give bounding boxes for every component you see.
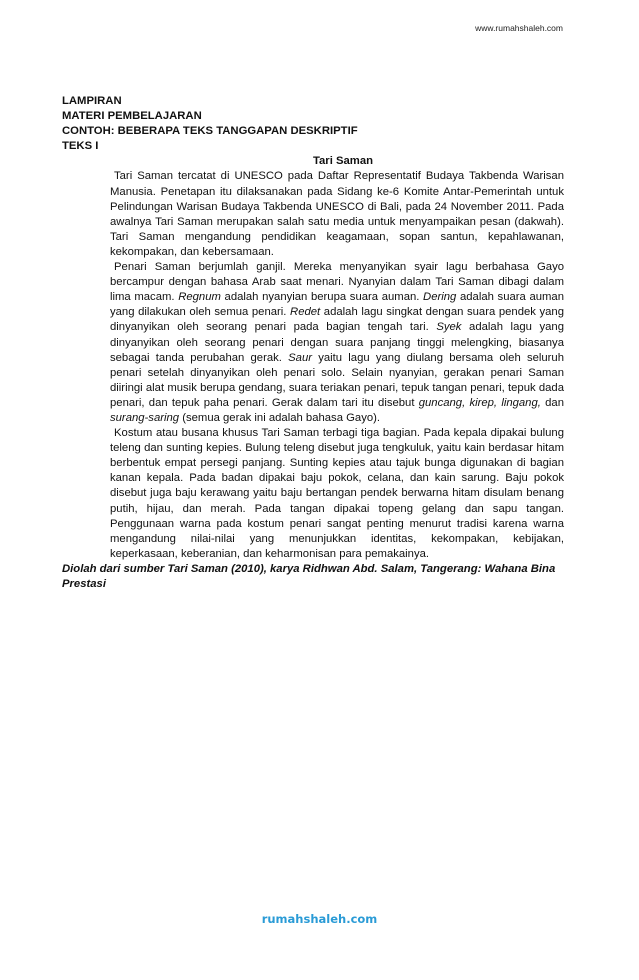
p2-text-2: adalah nyanyian berupa suara auman. (220, 291, 424, 304)
document-title: Tari Saman (312, 155, 374, 168)
paragraph-1: Tari Saman tercatat di UNESCO pada Daftar Representatif Budaya Takbenda Warisan Manusia. Penetapan itu dilaksanakan pada Sidang ke-6 Komite Antar-Pemerintah untuk Pelindungan Warisan Budaya Takbenda UNESCO di Bali, pada 24 November 2011. Pada awalnya Tari Saman merupakan salah satu media untuk menyampaikan pesan (dakwah). Tari Saman mengandung pendidikan keagamaan, sopan santun, kepahlawanan, kekompakan, dan kebersamaan. (110, 170, 564, 258)
heading-contoh: CONTOH: BEBERAPA TEKS TANGGAPAN DESKRIPTIF (62, 125, 358, 138)
p2-text-3: adalah suara auman yang dilakukan oleh semua penari. (110, 291, 564, 319)
heading-materi: MATERI PEMBELAJARAN (62, 110, 202, 123)
paragraph-2 (110, 260, 564, 426)
p2-text-1: Penari Saman berjumlah ganjil. Mereka menyanyikan syair lagu berbahasa Gayo bercampur dengan bahasa Arab saat menari. Nyanyian dalam Tari Saman dibagi dalam lima macam. (110, 261, 564, 304)
p2-term-surang-saring: surang-saring (110, 411, 180, 424)
heading-lampiran: LAMPIRAN (62, 95, 122, 107)
heading-teks: TEKS I (62, 140, 99, 153)
p2-term-gerak: guncang, kirep, lingang, (418, 396, 541, 409)
p2-text-4: adalah lagu singkat dengan suara pendek yang dinyanyikan oleh seorang penari pada bagian tengah tari. (110, 306, 564, 334)
p2-text-7: dan (540, 396, 564, 409)
header-url: www.rumahshaleh.com (475, 23, 563, 33)
p2-term-syek: Syek (436, 321, 462, 334)
p2-text-6: yaitu lagu yang diulang bersama oleh seluruh penari setelah dinyanyikan oleh penari solo. Selain nyanyian, gerakan penari Saman diiringi alat musik berupa gendang, suara teriakan penari, tepuk tangan penari, tepuk dada penari, dan tepuk paha penari. Gerak dalam tari itu disebut (110, 351, 565, 409)
footer-url: rumahshaleh.com (261, 912, 378, 926)
paragraph-3: Kostum atau busana khusus Tari Saman terbagi tiga bagian. Pada kepala dipakai bulung teleng dan sunting kepies. Bulung teleng disebut juga tengkuluk, yaitu kain berdasar hitam berbentuk empat persegi panjang. Sunting kepies atau tajuk bunga digunakan di bagian kanan kepala. Pada badan dipakai baju pokok, celana, dan kain sarung. Baju pokok disebut juga baju kerawang yaitu baju bertangan pendek berwarna hitam disulam benang putih, hijau, dan merah. Pada tangan dipakai topeng gelang dan sapu tangan. Penggunaan warna pada kostum penari sangat penting menurut tradisi karena warna mengandung nilai-nilai yang menunjukkan identitas, kekompakan, kebijakan, keperkasaan, keberanian, dan keharmonisan para pemakainya. (110, 427, 564, 560)
p2-term-regnum: Regnum (178, 291, 221, 304)
p2-term-dering: Dering (423, 291, 457, 304)
p2-term-redet: Redet (290, 306, 321, 319)
source-citation: Diolah dari sumber Tari Saman (2010), karya Ridhwan Abd. Salam, Tangerang: Wahana Bina Prestasi (62, 562, 556, 590)
p2-text-8: (semua gerak ini adalah bahasa Gayo). (179, 411, 381, 424)
document-body (62, 94, 564, 592)
p2-text-5: adalah lagu yang dinyanyikan oleh seorang penari dengan suara panjang tinggi melengking, biasanya sebagai tanda perubahan gerak. (110, 321, 564, 364)
p2-term-saur: Saur (288, 351, 312, 364)
